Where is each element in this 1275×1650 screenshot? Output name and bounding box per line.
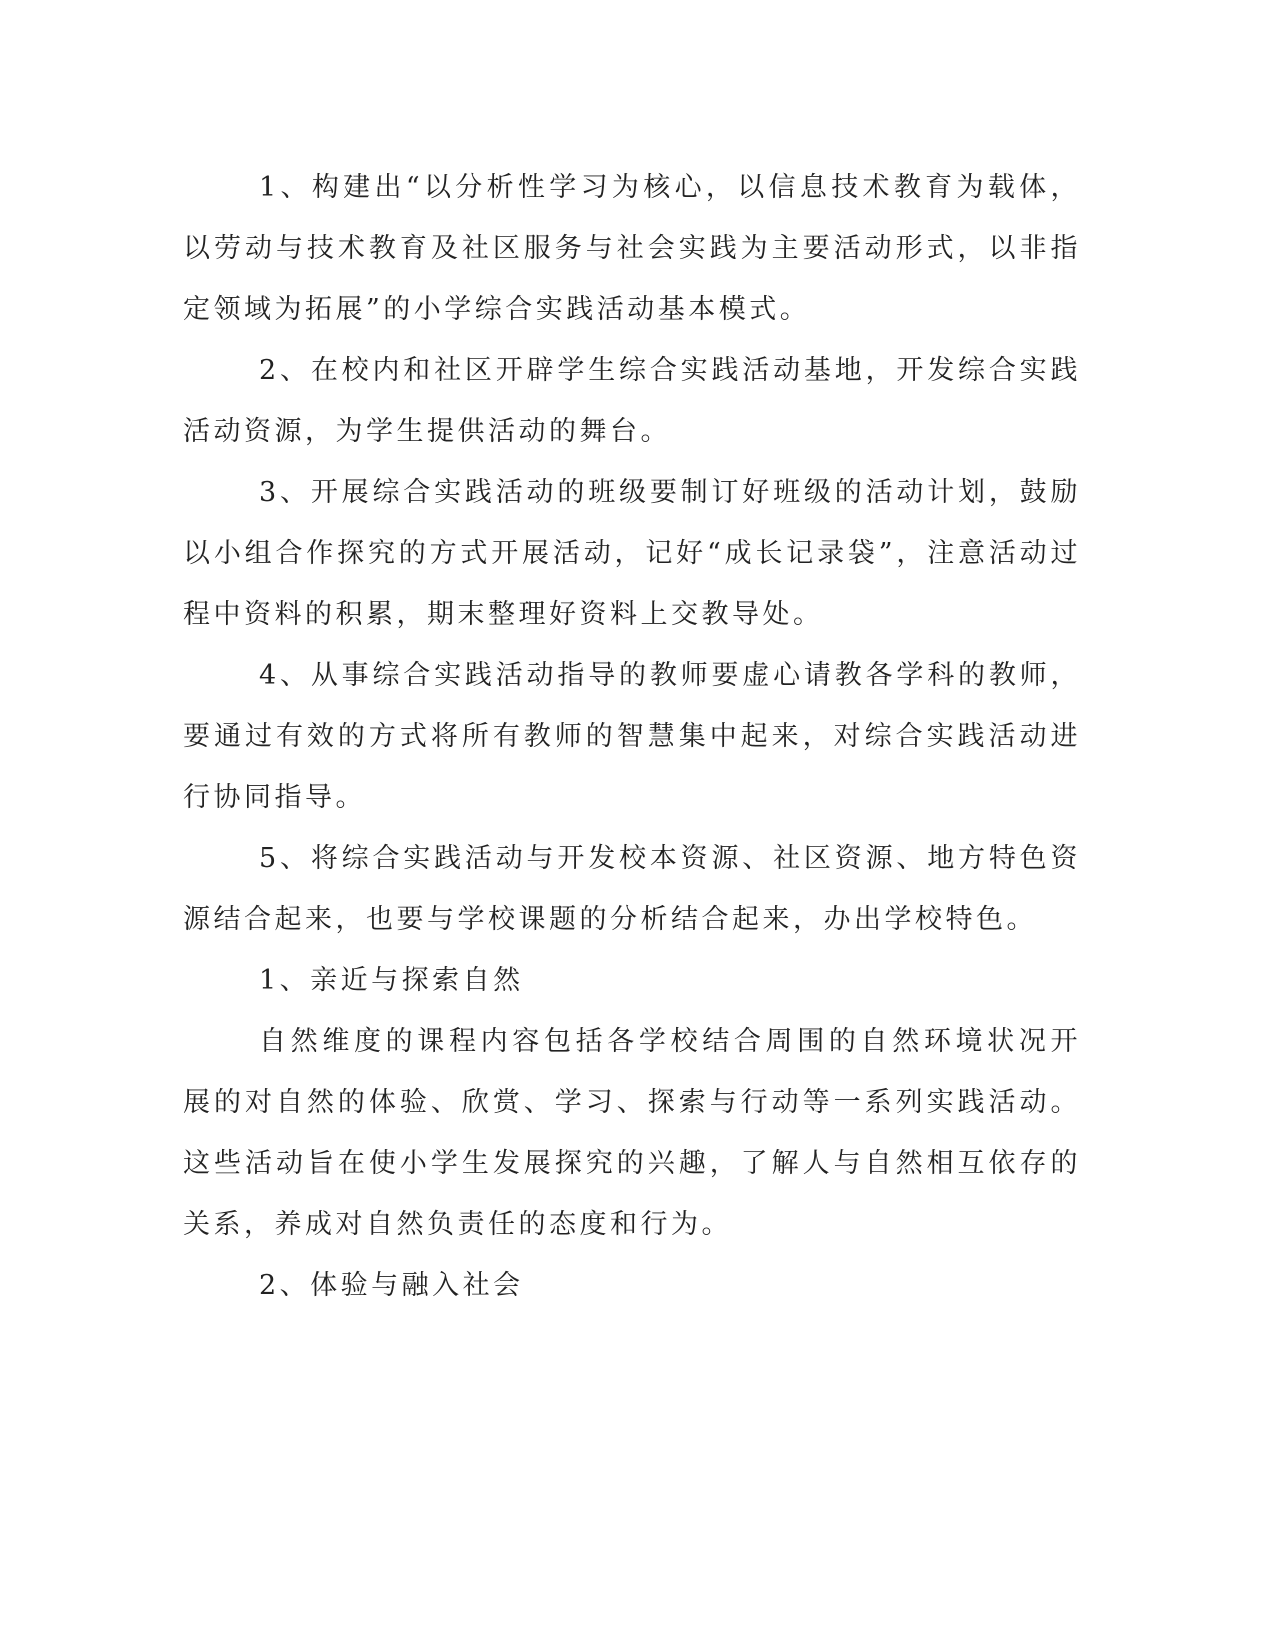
paragraph-activity-base: 2、在校内和社区开辟学生综合实践活动基地，开发综合实践活动资源，为学生提供活动的舞台。	[183, 355, 1081, 447]
paragraph-class-plan: 3、开展综合实践活动的班级要制订好班级的活动计划，鼓励以小组合作探究的方式开展活动，记好“成长记录袋”，注意活动过程中资料的积累，期末整理好资料上交教导处。	[183, 477, 1081, 630]
section-heading-nature: 1、亲近与探索自然	[259, 965, 524, 996]
paragraph-build-model: 1、构建出“以分析性学习为核心，以信息技术教育为载体，以劳动与技术教育及社区服务与社会实践为主要活动形式，以非指定领域为拓展”的小学综合实践活动基本模式。	[183, 172, 1081, 325]
paragraph-school-resources: 5、将综合实践活动与开发校本资源、社区资源、地方特色资源结合起来，也要与学校课题的分析结合起来，办出学校特色。	[183, 843, 1081, 935]
document-page	[183, 157, 1081, 1316]
section-heading-society: 2、体验与融入社会	[259, 1270, 524, 1301]
paragraph-nature-content: 自然维度的课程内容包括各学校结合周围的自然环境状况开展的对自然的体验、欣赏、学习、探索与行动等一系列实践活动。这些活动旨在使小学生发展探究的兴趣，了解人与自然相互依存的关系，养成对自然负责任的态度和行为。	[183, 1026, 1081, 1240]
paragraph-teacher-guidance: 4、从事综合实践活动指导的教师要虚心请教各学科的教师，要通过有效的方式将所有教师的智慧集中起来，对综合实践活动进行协同指导。	[183, 660, 1081, 813]
